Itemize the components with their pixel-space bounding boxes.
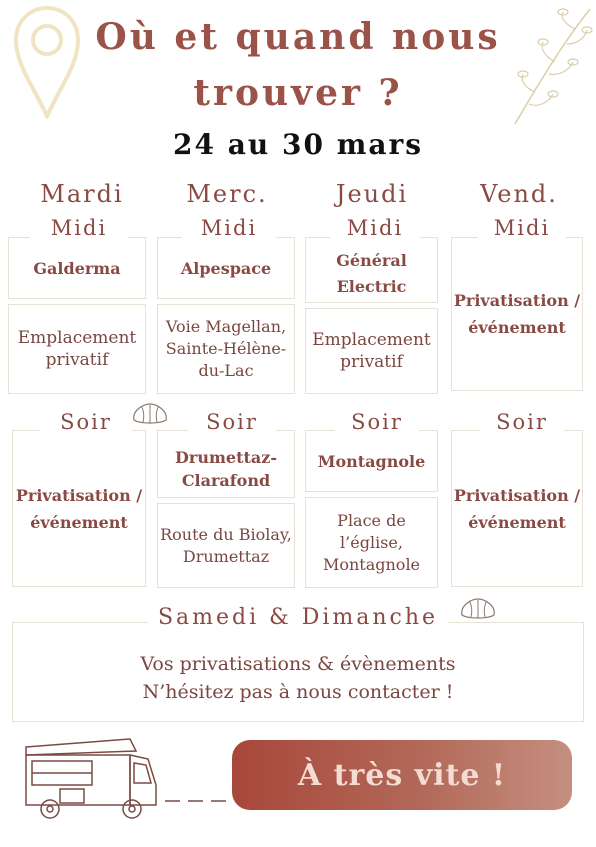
vendredi-soir-box: [451, 430, 583, 587]
jeudi-midi-label: Midi: [330, 216, 420, 240]
mercredi-soir-label: Soir: [188, 410, 276, 434]
croissant-icon: [130, 402, 170, 428]
jeudi-midi-addr: Emplacement privatif: [312, 330, 431, 372]
jeudi-midi-place: Général Electric: [336, 251, 407, 296]
mardi-midi-addr-box: [8, 304, 146, 394]
cta-text: À très vite !: [297, 757, 507, 793]
day-vendredi: Vend.: [480, 180, 558, 208]
mercredi-midi-addr: Voie Magellan, Sainte-Hélène-du-Lac: [165, 317, 287, 380]
mercredi-midi-place-box: [157, 237, 295, 299]
jeudi-soir-place: Montagnole: [317, 451, 426, 471]
see-you-soon-banner: [232, 740, 572, 810]
mercredi-midi-place: Alpespace: [180, 258, 272, 278]
date-range: 24 au 30 mars: [173, 128, 423, 161]
day-jeudi: Jeudi: [335, 180, 409, 208]
mardi-soir-label: Soir: [40, 410, 132, 434]
jeudi-soir-addr-box: [305, 497, 438, 588]
jeudi-midi-place-box: [305, 237, 438, 303]
jeudi-soir-place-box: [305, 430, 438, 492]
mercredi-midi-label: Midi: [182, 216, 276, 240]
mardi-soir-box: [12, 430, 146, 587]
vendredi-midi-box: [451, 237, 583, 391]
mardi-midi-place-box: [8, 237, 146, 299]
weekend-box: [12, 622, 584, 722]
mercredi-soir-place: Drumettaz-Clarafond: [175, 448, 277, 490]
weekend-title-text: Samedi & Dimanche: [148, 605, 448, 630]
mercredi-soir-place-box: [157, 430, 295, 498]
weekend-line2: N’hésitez pas à nous contacter !: [142, 681, 454, 703]
weekend-title: [0, 605, 596, 630]
jeudi-soir-addr: Place de l’église, Montagnole: [322, 510, 421, 574]
weekend-line1: Vos privatisations & évènements: [140, 653, 456, 675]
vendredi-midi-text: Privatisation / événement: [453, 291, 581, 337]
mardi-midi-place: Galderma: [33, 258, 121, 278]
day-mercredi: Merc.: [186, 180, 268, 208]
mercredi-soir-addr-box: [157, 503, 295, 588]
food-truck-icon: [20, 735, 235, 825]
page-title-line1: Où et quand nous: [95, 16, 501, 58]
mercredi-midi-addr-box: [157, 304, 295, 394]
mardi-midi-addr: Emplacement privatif: [17, 328, 137, 370]
mardi-soir-text: Privatisation / événement: [15, 485, 143, 532]
day-mardi: Mardi: [40, 180, 124, 208]
jeudi-soir-label: Soir: [335, 410, 419, 434]
jeudi-midi-addr-box: [305, 308, 438, 394]
vendredi-soir-label: Soir: [480, 410, 564, 434]
mardi-midi-label: Midi: [30, 216, 128, 240]
vendredi-soir-text: Privatisation / événement: [453, 485, 581, 532]
vendredi-midi-label: Midi: [478, 216, 566, 240]
page-title-line2: trouver ?: [193, 72, 403, 114]
mercredi-soir-addr: Route du Biolay, Drumettaz: [160, 524, 292, 566]
